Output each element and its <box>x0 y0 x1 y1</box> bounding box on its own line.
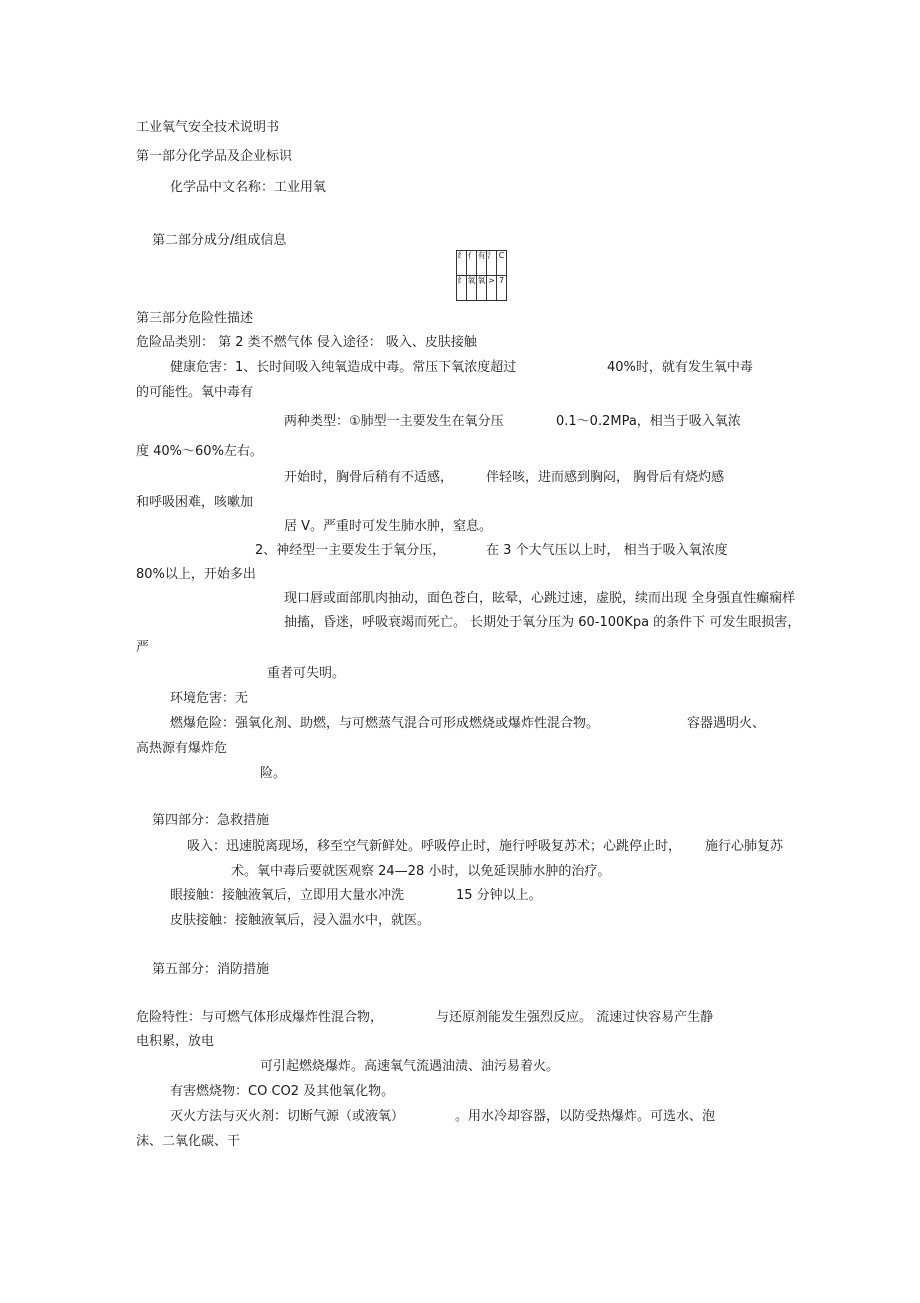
table-cell: 氧 <box>477 276 487 301</box>
health-hazard-text: 两种类型：①肺型一主要发生在氧分压 <box>284 414 504 429</box>
first-aid-eye: 15 分钟以上。 <box>456 888 542 903</box>
extinguishing-method: 沫、二氧化碳、干 <box>136 1134 241 1149</box>
table-cell: 亻 <box>467 251 477 276</box>
explosion-hazard-text: 容器遇明火、 <box>687 716 766 731</box>
table-cell: 纟 <box>457 276 467 301</box>
first-aid-inhalation: 施行心肺复苏 <box>705 839 784 854</box>
health-hazard-text: 重者可失明。 <box>267 666 346 681</box>
extinguishing-method: 灭火方法与灭火剂：切断气源（或液氧） <box>170 1109 405 1124</box>
fire-hazard-text: 电积累，放电 <box>136 1034 215 1049</box>
fire-hazard-text: 与还原剂能发生强烈反应。 流速过快容易产生静 <box>436 1010 714 1025</box>
table-cell: 7 <box>497 276 507 301</box>
table-cell: 氧 <box>467 276 477 301</box>
composition-table <box>456 250 507 301</box>
hazard-category-line: 危险品类别： 第 2 类不燃气体 侵入途径： 吸入、皮肤接触 <box>136 335 477 350</box>
health-hazard-text: 的可能性。氧中毒有 <box>136 385 254 400</box>
health-hazard-text: 居 V。严重时可发生肺水肿，窒息。 <box>284 519 493 534</box>
extinguishing-method: 。用水冷却容器，以防受热爆炸。可选水、泡 <box>455 1109 716 1124</box>
health-hazard-text: 现口唇或面部肌肉抽动，面色苍白，眩晕，心跳过速，虚脱，续而出现 全身强直性癫痫样 <box>284 591 796 606</box>
first-aid-inhalation: 术。氧中毒后要就医观察 24—28 小时，以免延误肺水肿的治疗。 <box>231 864 611 879</box>
health-hazard-text: 40%时，就有发生氧中毒 <box>607 360 753 375</box>
part4-heading: 第四部分：急救措施 <box>152 813 270 828</box>
chemical-name-line: 化学品中文名称：工业用氧 <box>170 180 327 195</box>
fire-hazard-text: 危险特性：与可燃气体形成爆炸性混合物， <box>136 1010 384 1025</box>
health-hazard-text: 度 40%〜60%左右。 <box>136 444 263 459</box>
part2-heading: 第二部分成分/组成信息 <box>152 233 287 248</box>
explosion-hazard-text: 险。 <box>260 766 287 781</box>
health-hazard-text: 在 3 个大气压以上时， 相当于吸入氧浓度 <box>486 543 728 558</box>
health-hazard-text: 健康危害：1、长时间吸入纯氧造成中毒。常压下氧浓度超过 <box>170 360 517 375</box>
table-cell: > <box>487 276 497 301</box>
table-cell: 纟 <box>457 251 467 276</box>
environment-hazard: 环境危害：无 <box>170 691 249 706</box>
health-hazard-text: 严 <box>136 640 150 655</box>
first-aid-eye: 眼接触：接触液氧后，立即用大量水冲洗 <box>170 888 405 903</box>
health-hazard-text: 和呼吸困难，咳嗽加 <box>136 495 254 510</box>
part5-heading: 第五部分：消防措施 <box>152 962 270 977</box>
health-hazard-text: 2、神经型一主要发生于氧分压， <box>255 543 446 558</box>
health-hazard-text: 开始时，胸骨后稍有不适感， <box>284 470 454 485</box>
document-title: 工业氧气安全技术说明书 <box>136 120 280 135</box>
fire-hazard-text: 可引起燃烧爆炸。高速氧气流遇油渍、油污易着火。 <box>260 1059 560 1074</box>
health-hazard-text: 抽搐，昏迷，呼吸衰竭而死亡。 长期处于氧分压为 60-100Kpa 的条件下 可发生眼损害， <box>284 615 801 630</box>
explosion-hazard-text: 高热源有爆炸危 <box>136 741 228 756</box>
table-cell: 有 <box>477 251 487 276</box>
explosion-hazard-text: 燃爆危险：强氧化剂、助燃，与可燃蒸气混合可形成燃烧或爆炸性混合物。 <box>170 716 600 731</box>
table-row <box>457 251 507 276</box>
first-aid-inhalation: 吸入：迅速脱离现场，移至空气新鲜处。呼吸停止时，施行呼吸复苏术；心跳停止时， <box>187 839 682 854</box>
part3-heading: 第三部分危险性描述 <box>136 311 254 326</box>
combustion-products: 有害燃烧物：CO CO2 及其他氧化物。 <box>170 1084 395 1099</box>
part1-heading: 第一部分化学品及企业标识 <box>136 149 293 164</box>
table-cell: 氵 <box>487 251 497 276</box>
health-hazard-text: 0.1〜0.2MPa，相当于吸入氧浓 <box>556 414 741 429</box>
health-hazard-text: 80%以上，开始多出 <box>136 567 256 582</box>
table-row <box>457 276 507 301</box>
first-aid-skin: 皮肤接触：接触液氧后，浸入温水中，就医。 <box>170 913 431 928</box>
table-cell: C <box>497 251 507 276</box>
health-hazard-text: 伴轻咳，进而感到胸闷， 胸骨后有烧灼感 <box>486 470 725 485</box>
